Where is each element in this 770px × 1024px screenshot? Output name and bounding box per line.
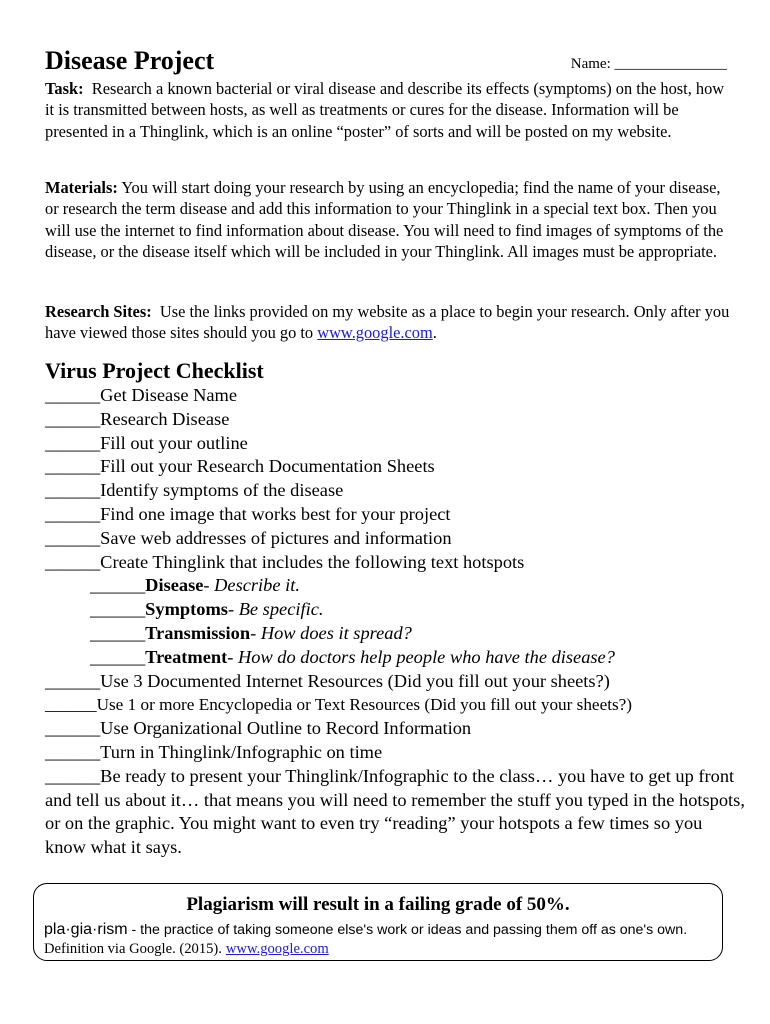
- checklist-item: ______Research Disease: [45, 408, 230, 429]
- task-paragraph: [45, 78, 735, 142]
- research-sites-paragraph: [45, 301, 735, 344]
- plagiarism-term: pla·gia·rism: [44, 921, 128, 938]
- task-text: Research a known bacterial or viral disease and describe its effects (symptoms) on the host, how it is transmitted between hosts, as well as treatments or cures for the disease. Information will be presented in a Thinglink, which is an online “poster” of sorts and will be posted on my website.: [45, 79, 725, 141]
- citation-google-link[interactable]: www.google.com: [225, 941, 329, 957]
- checklist-item: ______Turn in Thinglink/Infographic on time: [45, 741, 383, 762]
- checklist-item: ______Fill out your Research Documentation Sheets: [45, 456, 435, 477]
- checklist-item-final: ______Be ready to present your Thinglink/Infographic to the class… you have to get up front and tell us about it… that means you will need to remember the stuff you typed in the hotspots, or on the graphic. You might want to even try “reading” your hotspots a few times so you know what it says.: [45, 765, 745, 858]
- checklist-item: ______Identify symptoms of the disease: [45, 480, 344, 501]
- checklist-subitem: ______Transmission- How does it spread?: [90, 622, 412, 643]
- checklist-item: ______Find one image that works best for your project: [45, 503, 451, 524]
- research-sites-text: Use the links provided on my website as a place to begin your research. Only after you have viewed those sites should you go to: [45, 302, 730, 343]
- checklist-item: ______Use 1 or more Encyclopedia or Text Resources (Did you fill out your sheets?): [45, 695, 633, 715]
- task-label: Task:: [45, 79, 84, 98]
- google-link[interactable]: www.google.com: [317, 323, 433, 343]
- plagiarism-box: [33, 883, 723, 961]
- page-title: Disease Project: [45, 46, 215, 75]
- materials-text: You will start doing your research by using an encyclopedia; find the name of your disease, or research the term disease and add this information to your Thinglink in a special text box. Then you will use the internet to find information about disease. You will need to find images of symptoms of the disease, or the disease itself which will be included in your Thinglink. All images must be appropriate.: [45, 178, 724, 261]
- plagiarism-citation: Definition via Google. (2015).: [44, 941, 222, 957]
- plagiarism-definition: [44, 920, 719, 959]
- header: [45, 46, 727, 80]
- checklist-item: ______Use 3 Documented Internet Resources (Did you fill out your sheets?): [45, 670, 610, 691]
- checklist-item: ______Save web addresses of pictures and information: [45, 527, 452, 548]
- checklist-title: Virus Project Checklist: [45, 358, 264, 383]
- materials-paragraph: [45, 177, 735, 262]
- research-sites-label: Research Sites:: [45, 302, 152, 321]
- checklist-subitem: ______Treatment- How do doctors help people who have the disease?: [90, 646, 615, 667]
- research-sites-end: .: [432, 323, 437, 343]
- checklist-item: ______Use Organizational Outline to Record Information: [45, 718, 472, 739]
- plagiarism-definition-text: - the practice of taking someone else's work or ideas and passing them off as one's own.: [127, 922, 688, 938]
- name-field: Name: _______________: [570, 56, 727, 72]
- checklist-item: ______Create Thinglink that includes the following text hotspots: [45, 551, 525, 572]
- checklist-subitem: ______Symptoms- Be specific.: [90, 599, 324, 620]
- checklist-subitem: ______Disease- Describe it.: [90, 575, 300, 596]
- plagiarism-heading: Plagiarism will result in a failing grade of 50%.: [186, 894, 570, 915]
- checklist: [45, 384, 745, 860]
- materials-label: Materials:: [45, 178, 118, 197]
- checklist-item: ______Fill out your outline: [45, 432, 248, 453]
- checklist-item: ______Get Disease Name: [45, 385, 238, 405]
